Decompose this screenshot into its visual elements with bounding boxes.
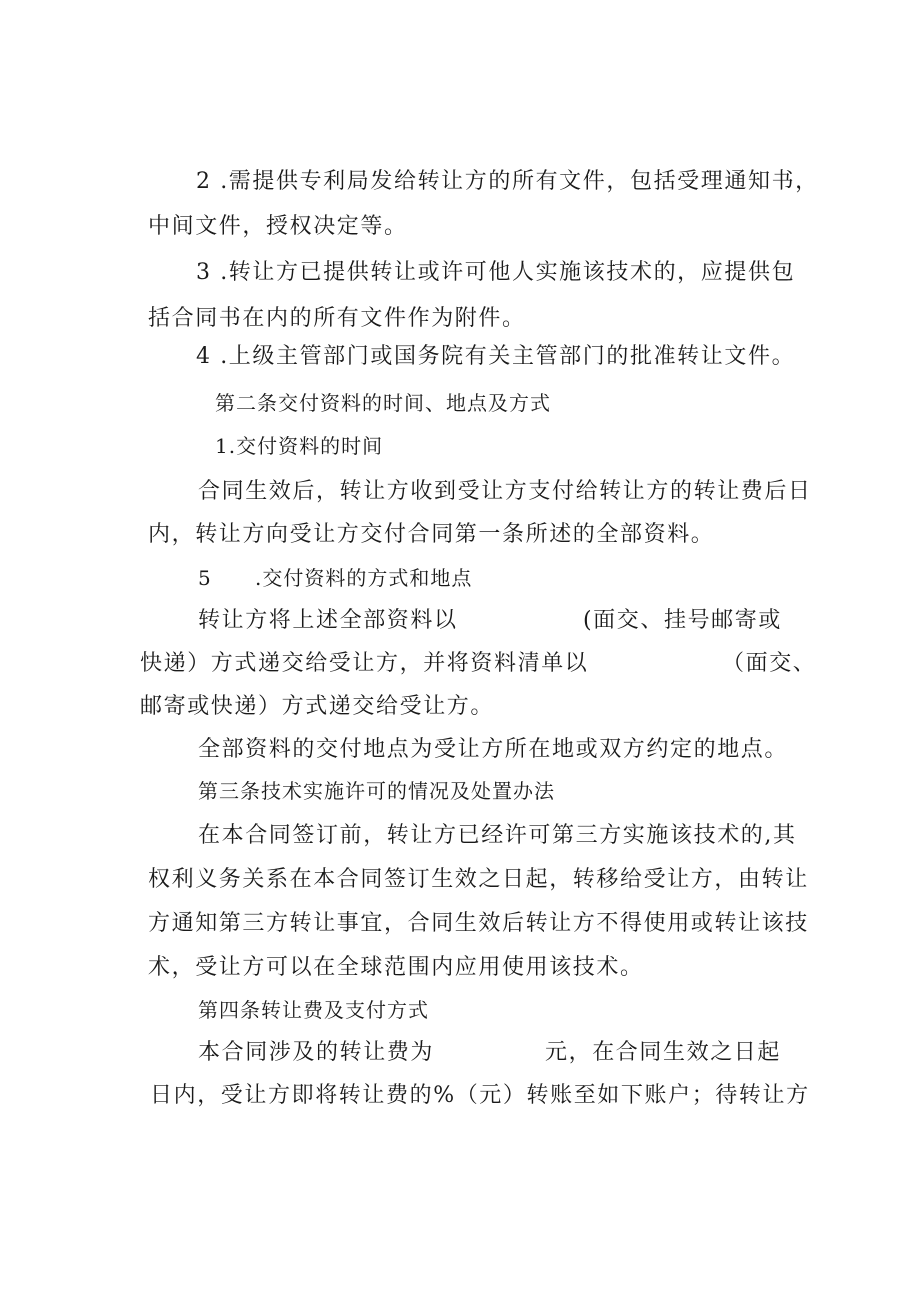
article-3-line-2: 权利义务关系在本合同签订生效之日起，转移给受让方，由转让	[148, 867, 809, 892]
article-2-sub-1: 1.交付资料的时间	[215, 434, 384, 458]
article-2-para-2-line-3: 邮寄或快递）方式递交给受让方。	[140, 694, 495, 719]
article-4-line-1-end: 元，在合同生效之日起	[545, 1040, 782, 1065]
article-2-sub-2-number: 5	[198, 566, 212, 590]
item-4: 4 .上级主管部门或国务院有关主管部门的批准转让文件。	[196, 344, 796, 369]
article-3-heading: 第三条技术实施许可的情况及处置办法	[198, 779, 555, 803]
article-2-sub-2-text: .交付资料的方式和地点	[255, 566, 473, 590]
item-3-line-1: 3 .转让方已提供转让或许可他人实施该技术的，应提供包	[196, 260, 796, 285]
item-3-line-2: 括合同书在内的所有文件作为附件。	[148, 306, 526, 331]
article-2-para-1-line-2: 内，转让方向受让方交付合同第一条所述的全部资料。	[148, 522, 715, 547]
article-2-heading: 第二条交付资料的时间、地点及方式	[215, 391, 551, 415]
article-2-para-2-line-1-start: 转让方将上述全部资料以	[198, 608, 458, 633]
article-2-para-3: 全部资料的交付地点为受让方所在地或双方约定的地点。	[198, 737, 789, 762]
article-2-para-2-line-2-start: 快递）方式递交给受让方，并将资料清单以	[140, 651, 589, 676]
article-2-para-2-line-1-end: (面交、挂号邮寄或	[583, 608, 782, 633]
item-2-line-2: 中间文件，授权决定等。	[148, 214, 408, 239]
article-4-line-1-start: 本合同涉及的转让费为	[198, 1040, 435, 1065]
article-2-para-2-line-2-end: （面交、	[722, 651, 817, 676]
article-3-line-4: 术，受让方可以在全球范围内应用使用该技术。	[148, 955, 644, 980]
article-3-line-3: 方通知第三方转让事宜，合同生效后转让方不得使用或转让该技	[148, 911, 809, 936]
article-4-heading: 第四条转让费及支付方式	[198, 998, 429, 1022]
article-4-line-2: 日内，受让方即将转让费的%（元）转账至如下账户；待转让方	[150, 1083, 810, 1108]
article-3-line-1: 在本合同签订前，转让方已经许可第三方实施该技术的,其	[198, 823, 797, 848]
item-2-line-1: 2 .需提供专利局发给转让方的所有文件，包括受理通知书，	[196, 169, 819, 194]
article-2-para-1-line-1: 合同生效后，转让方收到受让方支付给转让方的转让费后日	[198, 479, 812, 504]
